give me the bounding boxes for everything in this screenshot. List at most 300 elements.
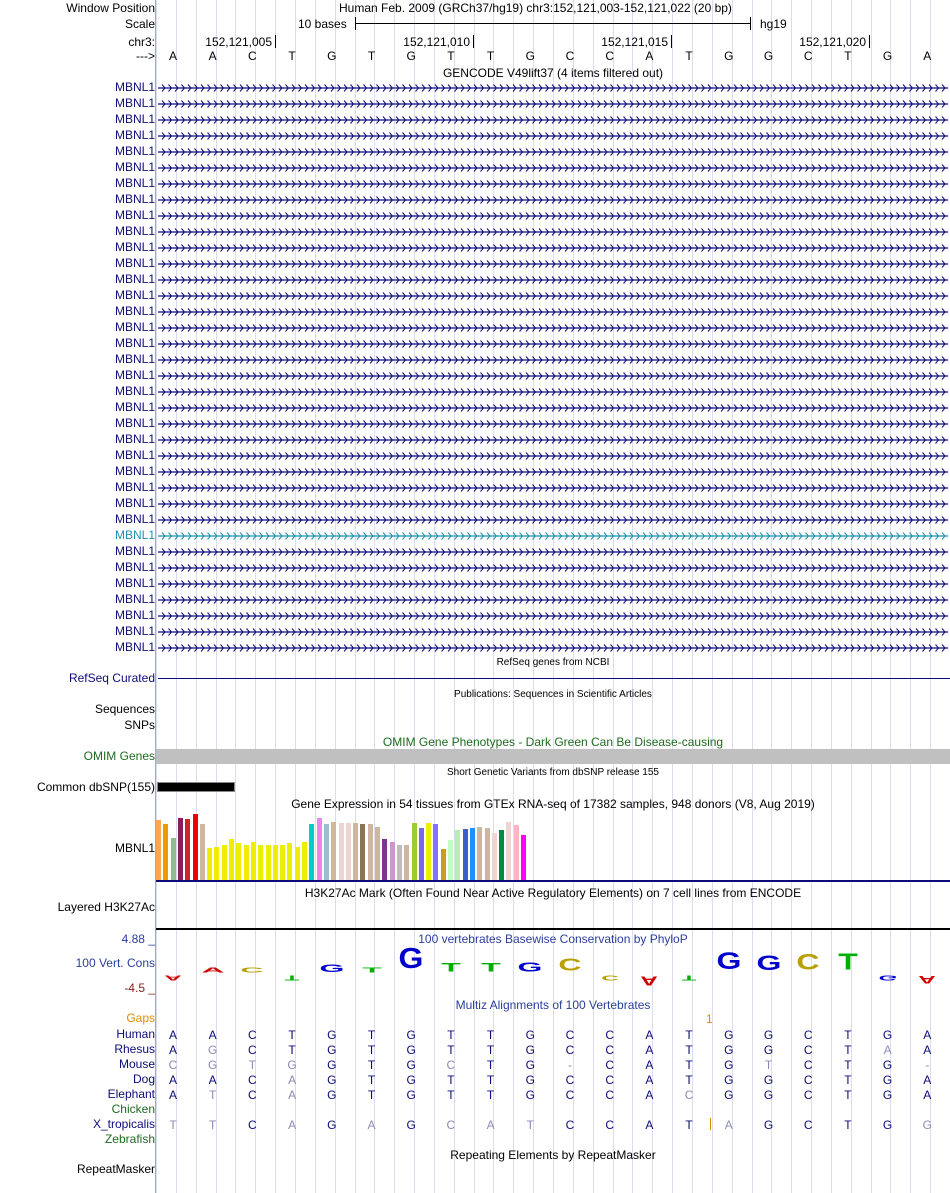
- alignment-base: G: [724, 1043, 734, 1057]
- gencode-gene-label[interactable]: MBNL1: [114, 512, 155, 526]
- alignment-base: T: [844, 1118, 852, 1132]
- sequence-base: G: [724, 49, 734, 63]
- gencode-transcript[interactable]: [158, 610, 948, 623]
- gtex-tissue-bar[interactable]: [382, 839, 387, 880]
- scale-bar: [355, 23, 750, 24]
- alignment-base: C: [168, 1058, 178, 1072]
- alignment-base: G: [327, 1118, 337, 1132]
- alignment-base: A: [645, 1118, 654, 1132]
- phylop-logo-letter: C: [601, 973, 619, 983]
- gencode-transcript[interactable]: [158, 322, 948, 335]
- species-label[interactable]: Dog: [132, 1072, 155, 1086]
- alignment-base: G: [525, 1058, 535, 1072]
- alignment-base: C: [248, 1043, 257, 1057]
- gencode-gene-label[interactable]: MBNL1: [114, 304, 155, 318]
- alignment-base: G: [882, 1073, 893, 1087]
- phylop-track-title: 100 vertebrates Basewise Conservation by PhyloP: [418, 932, 688, 946]
- gencode-transcript[interactable]: [158, 290, 948, 303]
- alignment-base: C: [605, 1028, 615, 1042]
- gtex-tissue-bar[interactable]: [390, 842, 395, 880]
- gencode-gene-label[interactable]: MBNL1: [114, 224, 155, 238]
- gtex-tissue-bar[interactable]: [448, 840, 453, 880]
- phylop-logo-letter: A: [640, 973, 659, 988]
- gtex-tissue-bar[interactable]: [171, 838, 176, 880]
- sequence-base: T: [486, 49, 495, 63]
- alignment-base: G: [287, 1058, 297, 1072]
- phylop-logo-letter: G: [878, 973, 897, 983]
- alignment-base: T: [288, 1028, 296, 1042]
- gencode-gene-label[interactable]: MBNL1: [114, 592, 155, 606]
- gtex-tissue-bar[interactable]: [207, 848, 212, 880]
- gaps-label: Gaps: [126, 1011, 155, 1025]
- gtex-tissue-bar[interactable]: [368, 824, 373, 880]
- multiz-track-title: Multiz Alignments of 100 Vertebrates: [455, 998, 651, 1012]
- ruler-tick: [275, 35, 276, 48]
- gencode-track-title: GENCODE V49lift37 (4 items filtered out): [442, 66, 664, 80]
- gtex-tissue-bar[interactable]: [463, 829, 468, 880]
- gtex-tissue-bar[interactable]: [295, 847, 300, 880]
- repeatmasker-track-label[interactable]: RepeatMasker: [76, 1162, 155, 1176]
- gtex-gene-label[interactable]: MBNL1: [114, 841, 155, 855]
- gtex-tissue-bar[interactable]: [375, 827, 380, 880]
- species-label[interactable]: Chicken: [111, 1102, 155, 1116]
- gencode-transcript[interactable]: [158, 594, 948, 607]
- phylop-logo-letter: G: [517, 960, 543, 975]
- sequence-base: T: [288, 49, 296, 63]
- strand-arrow-label[interactable]: --->: [136, 49, 155, 63]
- alignment-base: -: [568, 1058, 572, 1072]
- alignment-base: G: [525, 1028, 535, 1042]
- gtex-tissue-bar[interactable]: [426, 823, 431, 880]
- alignment-base: A: [168, 1043, 177, 1057]
- ruler-tick-label: 152,121,010: [403, 35, 470, 49]
- alignment-base: T: [209, 1118, 217, 1132]
- gencode-transcript[interactable]: [158, 274, 948, 287]
- alignment-base: T: [486, 1073, 495, 1087]
- phylop-min-label: -4.5 _: [124, 981, 155, 995]
- gencode-transcript[interactable]: [158, 114, 948, 127]
- gtex-tissue-bar[interactable]: [324, 824, 329, 880]
- gencode-transcript[interactable]: [158, 194, 948, 207]
- gtex-tissue-bar[interactable]: [360, 824, 365, 880]
- gencode-gene-label[interactable]: MBNL1: [114, 80, 155, 94]
- sequence-base: C: [605, 49, 615, 63]
- dbsnp-variant-bar[interactable]: [157, 782, 235, 792]
- gencode-transcript[interactable]: [158, 546, 948, 559]
- gtex-tissue-bar[interactable]: [185, 819, 190, 880]
- alignment-base: A: [923, 1073, 932, 1087]
- gencode-transcript[interactable]: [158, 418, 948, 431]
- gencode-gene-label[interactable]: MBNL1: [114, 464, 155, 478]
- alignment-base: T: [844, 1088, 852, 1102]
- gtex-tissue-bar[interactable]: [521, 835, 526, 880]
- phylop-logo-letter: G: [398, 943, 424, 976]
- alignment-base: C: [803, 1088, 813, 1102]
- alignment-base: -: [925, 1058, 930, 1072]
- alignment-base: C: [605, 1118, 615, 1132]
- alignment-base: A: [486, 1118, 495, 1132]
- track-labels-column: [0, 0, 155, 1193]
- refseq-track-label[interactable]: RefSeq Curated: [68, 671, 155, 685]
- ruler-tick: [671, 35, 672, 48]
- alignment-base: A: [645, 1028, 654, 1042]
- alignment-base: A: [923, 1043, 932, 1057]
- gencode-transcript[interactable]: [158, 338, 948, 351]
- ruler-tick-label: 152,121,005: [205, 35, 272, 49]
- alignment-base: A: [645, 1073, 654, 1087]
- gencode-gene-label[interactable]: MBNL1: [114, 416, 155, 430]
- publications-sequences-label[interactable]: Sequences: [94, 702, 155, 716]
- window-position-label: Window Position: [66, 1, 155, 15]
- gencode-gene-label[interactable]: MBNL1: [114, 480, 155, 494]
- omim-feature-bar[interactable]: [156, 749, 950, 764]
- gencode-gene-label[interactable]: MBNL1: [114, 160, 155, 174]
- alignment-base: G: [724, 1028, 734, 1042]
- dbsnp-track-label[interactable]: Common dbSNP(155): [36, 780, 155, 794]
- gencode-gene-label[interactable]: MBNL1: [114, 192, 155, 206]
- gtex-tissue-bar[interactable]: [455, 830, 460, 880]
- gtex-tissue-bar[interactable]: [251, 842, 256, 880]
- phylop-logo-letter: A: [164, 973, 182, 983]
- alignment-base: G: [327, 1088, 337, 1102]
- gaps-marker: 1: [706, 1012, 713, 1026]
- gencode-gene-label[interactable]: MBNL1: [114, 496, 155, 510]
- alignment-base: G: [208, 1058, 218, 1072]
- alignment-base: T: [685, 1058, 693, 1072]
- repeatmasker-track-title: Repeating Elements by RepeatMasker: [450, 1148, 656, 1162]
- alignment-base: G: [208, 1043, 218, 1057]
- gencode-transcript[interactable]: [158, 354, 948, 367]
- gencode-gene-label[interactable]: MBNL1: [114, 544, 155, 558]
- species-label[interactable]: X_tropicalis: [92, 1117, 155, 1131]
- gtex-tissue-bar[interactable]: [163, 824, 168, 880]
- gtex-tissue-bar[interactable]: [273, 845, 278, 880]
- alignment-base: G: [406, 1028, 416, 1042]
- gencode-gene-label[interactable]: MBNL1: [114, 608, 155, 622]
- gencode-transcript[interactable]: [158, 162, 948, 175]
- alignment-base: G: [724, 1058, 734, 1072]
- alignment-base: G: [882, 1118, 893, 1132]
- alignment-base: C: [803, 1073, 813, 1087]
- sequence-base: A: [208, 49, 217, 63]
- phylop-logo-letter: T: [284, 973, 300, 983]
- gtex-tissue-bar[interactable]: [470, 828, 475, 880]
- gencode-transcript[interactable]: [158, 530, 948, 543]
- alignment-base: T: [288, 1043, 296, 1057]
- alignment-base: G: [763, 1073, 774, 1087]
- sequence-base: C: [565, 49, 575, 63]
- gtex-tissue-bar[interactable]: [156, 820, 161, 880]
- gencode-gene-label[interactable]: MBNL1: [114, 560, 155, 574]
- gencode-gene-label[interactable]: MBNL1: [114, 112, 155, 126]
- gencode-gene-label[interactable]: MBNL1: [114, 624, 155, 638]
- alignment-base: T: [367, 1028, 376, 1042]
- sequence-base: A: [923, 49, 932, 63]
- refseq-gene-line[interactable]: [158, 678, 950, 679]
- phylop-track-label[interactable]: 100 Vert. Cons: [75, 956, 155, 970]
- gencode-transcript[interactable]: [158, 82, 948, 95]
- gtex-tissue-bar[interactable]: [485, 828, 490, 880]
- gtex-tissue-bar[interactable]: [433, 824, 438, 880]
- omim-track-label[interactable]: OMIM Genes: [83, 749, 155, 763]
- gtex-tissue-bar[interactable]: [222, 845, 227, 880]
- alignment-base: C: [803, 1028, 813, 1042]
- gtex-tissue-bar[interactable]: [317, 818, 322, 880]
- alignment-base: A: [168, 1028, 177, 1042]
- scale-text: 10 bases: [298, 17, 347, 31]
- gtex-tissue-bar[interactable]: [514, 825, 519, 880]
- species-label[interactable]: Elephant: [107, 1087, 155, 1101]
- gencode-gene-label[interactable]: MBNL1: [114, 368, 155, 382]
- alignment-base: T: [209, 1088, 217, 1102]
- scale-bar-right-tick: [750, 17, 751, 30]
- phylop-logo-letter: C: [558, 955, 582, 975]
- gencode-gene-label[interactable]: MBNL1: [114, 144, 155, 158]
- phylop-sequence-logo[interactable]: [156, 943, 950, 988]
- gencode-gene-label[interactable]: MBNL1: [114, 400, 155, 414]
- phylop-logo-letter: G: [716, 948, 742, 976]
- alignment-base: C: [248, 1088, 257, 1102]
- alignment-base: C: [605, 1088, 615, 1102]
- species-label[interactable]: Human: [116, 1027, 155, 1041]
- species-label[interactable]: Rhesus: [114, 1042, 155, 1056]
- alignment-base: G: [406, 1058, 416, 1072]
- x-tropicalis-insertion-mark: [710, 1118, 711, 1130]
- alignment-base: T: [486, 1043, 495, 1057]
- gencode-transcript[interactable]: [158, 210, 948, 223]
- gencode-gene-label[interactable]: MBNL1: [114, 528, 155, 542]
- gtex-tissue-bar[interactable]: [404, 845, 409, 880]
- gtex-tissue-bar[interactable]: [412, 823, 417, 880]
- gtex-tissue-bar[interactable]: [214, 847, 219, 880]
- sequence-base: G: [327, 49, 337, 63]
- phylop-logo-letter: T: [838, 949, 858, 976]
- gencode-transcript[interactable]: [158, 434, 948, 447]
- gencode-transcript[interactable]: [158, 450, 948, 463]
- sequence-base: G: [525, 49, 535, 63]
- alignment-base: A: [645, 1058, 654, 1072]
- sequence-base: T: [685, 49, 693, 63]
- gtex-tissue-bar[interactable]: [258, 845, 263, 880]
- gencode-gene-label[interactable]: MBNL1: [114, 336, 155, 350]
- sequence-base: C: [803, 49, 813, 63]
- gencode-gene-label[interactable]: MBNL1: [114, 352, 155, 366]
- gencode-transcript[interactable]: [158, 370, 948, 383]
- alignment-base: T: [447, 1043, 455, 1057]
- alignment-base: T: [447, 1088, 455, 1102]
- gencode-gene-label[interactable]: MBNL1: [114, 640, 155, 654]
- gencode-gene-label[interactable]: MBNL1: [114, 128, 155, 142]
- publications-track-title: Publications: Sequences in Scientific Articles: [454, 689, 652, 700]
- sequence-base: A: [168, 49, 177, 63]
- sequence-base: T: [844, 49, 852, 63]
- alignment-base: C: [446, 1058, 456, 1072]
- gencode-transcript[interactable]: [158, 386, 948, 399]
- gencode-transcript[interactable]: [158, 466, 948, 479]
- sequence-base: G: [882, 49, 893, 63]
- phylop-logo-letter: C: [796, 950, 820, 976]
- alignment-base: G: [763, 1028, 774, 1042]
- gtex-tissue-bar[interactable]: [302, 842, 307, 880]
- gtex-tissue-bar[interactable]: [499, 830, 504, 880]
- alignment-base: T: [486, 1058, 495, 1072]
- gencode-gene-label[interactable]: MBNL1: [114, 448, 155, 462]
- gencode-transcript[interactable]: [158, 514, 948, 527]
- alignment-base: G: [763, 1043, 774, 1057]
- alignment-base: T: [844, 1058, 852, 1072]
- gtex-tissue-bar[interactable]: [236, 843, 241, 880]
- gencode-transcript[interactable]: [158, 98, 948, 111]
- alignment-base: A: [367, 1118, 376, 1132]
- h3k27ac-signal-baseline[interactable]: [156, 928, 950, 930]
- gencode-transcript[interactable]: [158, 146, 948, 159]
- gencode-transcript[interactable]: [158, 242, 948, 255]
- alignment-base: A: [923, 1088, 932, 1102]
- gtex-tissue-bar[interactable]: [178, 818, 183, 880]
- gencode-transcript[interactable]: [158, 178, 948, 191]
- alignment-base: G: [525, 1088, 535, 1102]
- alignment-base: C: [803, 1043, 813, 1057]
- dbsnp-track-title: Short Genetic Variants from dbSNP release 155: [447, 767, 659, 778]
- gencode-gene-label[interactable]: MBNL1: [114, 272, 155, 286]
- alignment-base: C: [803, 1118, 813, 1132]
- h3k27ac-track-title: H3K27Ac Mark (Often Found Near Active Regulatory Elements) on 7 cell lines from ENCODE: [304, 886, 802, 900]
- gencode-gene-label[interactable]: MBNL1: [114, 576, 155, 590]
- h3k27ac-track-label[interactable]: Layered H3K27Ac: [57, 900, 155, 914]
- gencode-gene-label[interactable]: MBNL1: [114, 320, 155, 334]
- alignment-base: A: [208, 1028, 217, 1042]
- sequence-base: A: [645, 49, 654, 63]
- alignment-base: G: [327, 1058, 337, 1072]
- gencode-transcript[interactable]: [158, 306, 948, 319]
- gtex-tissue-bar[interactable]: [331, 822, 336, 880]
- phylop-logo-letter: G: [319, 962, 345, 975]
- scale-label: Scale: [124, 17, 155, 31]
- gencode-transcript[interactable]: [158, 258, 948, 271]
- sequence-base: T: [367, 49, 376, 63]
- gtex-tissue-bar[interactable]: [397, 845, 402, 880]
- gencode-transcript[interactable]: [158, 130, 948, 143]
- sequence-base: C: [248, 49, 257, 63]
- gtex-tissue-bar[interactable]: [477, 827, 482, 880]
- gtex-tissue-bar[interactable]: [353, 823, 358, 880]
- gencode-gene-label[interactable]: MBNL1: [114, 384, 155, 398]
- grid-line: [156, 0, 157, 1193]
- scale-bar-left-tick: [355, 17, 356, 30]
- gtex-track-title: Gene Expression in 54 tissues from GTEx RNA-seq of 17382 samples, 948 donors (V8, Aug 2019): [291, 797, 815, 811]
- alignment-base: T: [367, 1043, 376, 1057]
- gtex-tissue-bar[interactable]: [229, 839, 234, 880]
- gencode-gene-label[interactable]: MBNL1: [114, 288, 155, 302]
- gencode-transcript[interactable]: [158, 482, 948, 495]
- label-separator: [155, 0, 156, 1193]
- gtex-tissue-bar[interactable]: [492, 833, 497, 880]
- alignment-base: T: [447, 1028, 455, 1042]
- species-label[interactable]: Mouse: [118, 1057, 155, 1071]
- gencode-transcript[interactable]: [158, 626, 948, 639]
- gtex-tissue-bar[interactable]: [200, 824, 205, 880]
- phylop-logo-letter: A: [201, 965, 225, 975]
- gtex-tissue-bar[interactable]: [506, 822, 511, 880]
- alignment-base: A: [288, 1088, 297, 1102]
- alignment-base: G: [327, 1043, 337, 1057]
- alignment-base: A: [168, 1073, 177, 1087]
- gtex-tissue-bar[interactable]: [266, 845, 271, 880]
- gtex-tissue-bar[interactable]: [441, 849, 446, 880]
- gtex-tissue-bar[interactable]: [419, 828, 424, 880]
- gtex-tissue-bar[interactable]: [339, 823, 344, 880]
- sequence-base: G: [763, 49, 774, 63]
- gtex-tissue-bar[interactable]: [346, 823, 351, 880]
- gencode-transcript[interactable]: [158, 498, 948, 511]
- alignment-base: C: [565, 1028, 575, 1042]
- sequence-base: G: [406, 49, 416, 63]
- alignment-base: T: [844, 1043, 852, 1057]
- gencode-gene-label[interactable]: MBNL1: [114, 432, 155, 446]
- gtex-tissue-bar[interactable]: [193, 814, 198, 880]
- omim-track-title: OMIM Gene Phenotypes - Dark Green Can Be Disease-causing: [382, 735, 724, 749]
- gtex-expression-bars[interactable]: [156, 812, 536, 880]
- gencode-gene-label[interactable]: MBNL1: [114, 256, 155, 270]
- alignment-base: A: [645, 1043, 654, 1057]
- alignment-base: C: [565, 1043, 575, 1057]
- gtex-tissue-bar[interactable]: [287, 843, 292, 880]
- alignment-base: T: [685, 1118, 693, 1132]
- alignment-base: G: [406, 1088, 416, 1102]
- alignment-base: T: [169, 1118, 177, 1132]
- phylop-logo-letter: C: [240, 965, 264, 975]
- alignment-base: C: [565, 1118, 575, 1132]
- alignment-base: G: [882, 1088, 893, 1102]
- ruler-tick: [869, 35, 870, 48]
- gencode-transcript[interactable]: [158, 578, 948, 591]
- gencode-transcript[interactable]: [158, 642, 948, 655]
- alignment-base: C: [248, 1073, 257, 1087]
- gencode-gene-label[interactable]: MBNL1: [114, 96, 155, 110]
- alignment-base: C: [605, 1073, 615, 1087]
- refseq-track-title: RefSeq genes from NCBI: [496, 657, 610, 668]
- gencode-gene-label[interactable]: MBNL1: [114, 240, 155, 254]
- alignment-base: T: [248, 1058, 257, 1072]
- gencode-transcript[interactable]: [158, 562, 948, 575]
- gtex-baseline: [156, 880, 950, 882]
- alignment-base: C: [605, 1043, 615, 1057]
- alignment-base: A: [645, 1088, 654, 1102]
- gtex-tissue-bar[interactable]: [280, 845, 285, 880]
- alignment-base: C: [248, 1118, 257, 1132]
- publications-snps-label[interactable]: SNPs: [124, 718, 155, 732]
- phylop-logo-letter: T: [480, 961, 501, 975]
- gtex-tissue-bar[interactable]: [244, 845, 249, 880]
- gencode-gene-label[interactable]: MBNL1: [114, 176, 155, 190]
- gencode-gene-label[interactable]: MBNL1: [114, 208, 155, 222]
- phylop-logo-letter: T: [361, 965, 382, 975]
- alignment-base: G: [327, 1028, 337, 1042]
- alignment-base: T: [486, 1088, 495, 1102]
- alignment-base: G: [724, 1088, 734, 1102]
- alignment-base: G: [525, 1073, 535, 1087]
- alignment-base: T: [685, 1043, 693, 1057]
- alignment-base: G: [763, 1118, 774, 1132]
- alignment-base: C: [565, 1073, 575, 1087]
- gencode-transcript[interactable]: [158, 226, 948, 239]
- gencode-transcript[interactable]: [158, 402, 948, 415]
- species-label[interactable]: Zebrafish: [104, 1132, 155, 1146]
- alignment-base: G: [525, 1043, 535, 1057]
- chr-label: chr3:: [128, 35, 155, 49]
- phylop-logo-letter: T: [441, 961, 461, 975]
- gtex-tissue-bar[interactable]: [309, 824, 314, 880]
